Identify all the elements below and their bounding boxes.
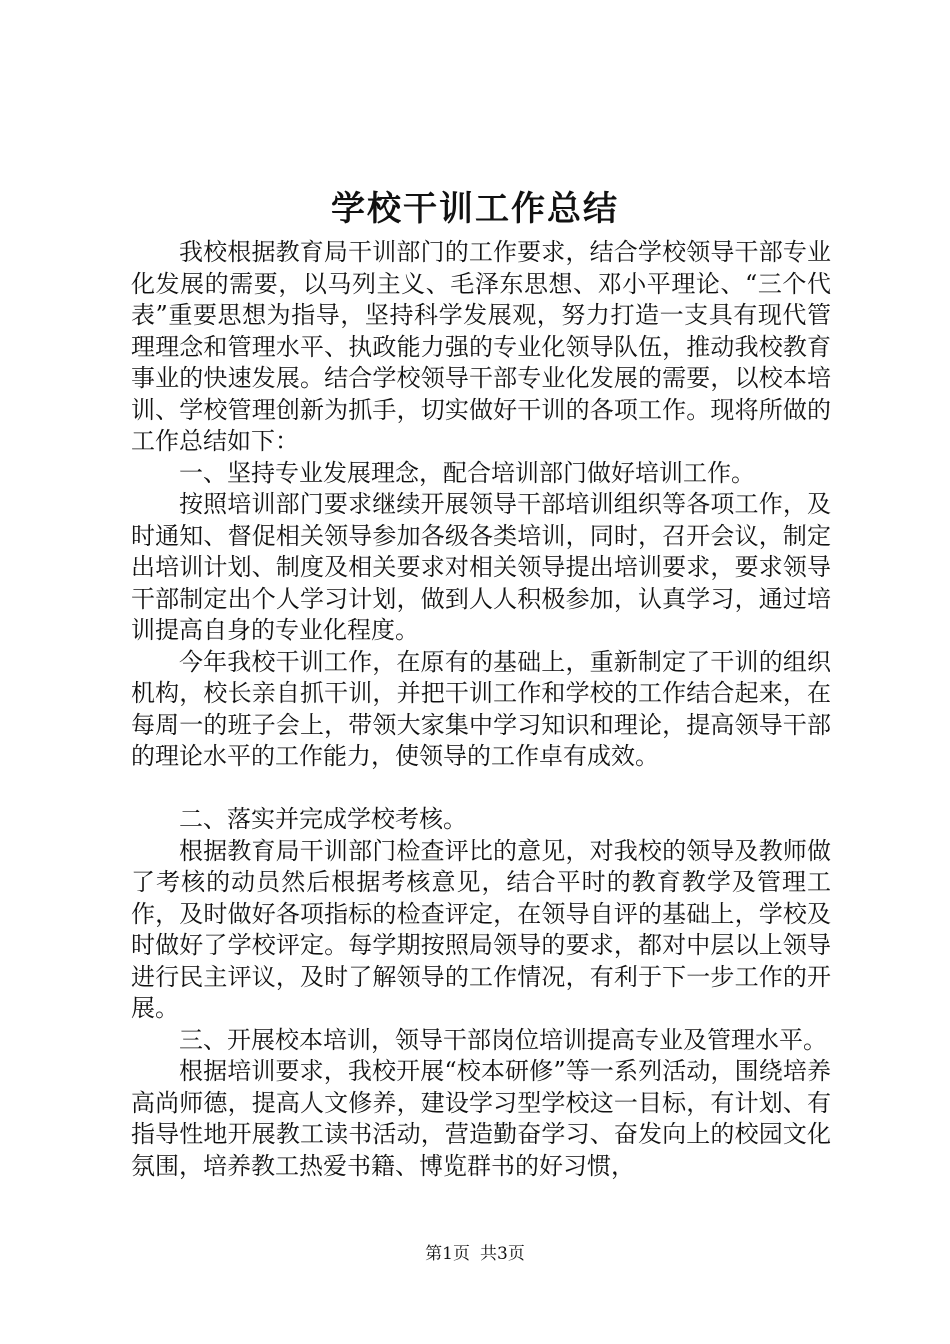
paragraph-intro: 我校根据教育局干训部门的工作要求，结合学校领导干部专业化发展的需要，以马列主义、毛泽东思想、邓小平理论、“三个代表”重要思想为指导，坚持科学发展观，努力打造一支具有现代管理理念和管理水平、执政能力强的专业化领导队伍，推动我校教育事业的快速发展。结合学校领导干部专业化发展的需要，以校本培训、学校管理创新为抓手，切实做好干训的各项工作。现将所做的工作总结如下：	[131, 238, 831, 455]
paragraph-training-organization: 按照培训部门要求继续开展领导干部培训组织等各项工作，及时通知、督促相关领导参加各级各类培训，同时，召开会议，制定出培训计划、制度及相关要求对相关领导提出培训要求，要求领导干部制定出个人学习计划，做到人人积极参加，认真学习，通过培训提高自身的专业化程度。	[131, 490, 831, 644]
paragraph-training-structure: 今年我校干训工作，在原有的基础上，重新制定了干训的组织机构，校长亲自抓干训，并把干训工作和学校的工作结合起来，在每周一的班子会上，带领大家集中学习知识和理论，提高领导干部的理论水平的工作能力，使领导的工作卓有成效。	[131, 647, 831, 770]
section-heading-2: 二、落实并完成学校考核。	[179, 805, 467, 833]
section-heading-1: 一、坚持专业发展理念，配合培训部门做好培训工作。	[179, 458, 755, 487]
paragraph-assessment: 根据教育局干训部门检查评比的意见，对我校的领导及教师做了考核的动员然后根据考核意见，结合平时的教育教学及管理工作，及时做好各项指标的检查评定，在领导自评的基础上，学校及时做好了学校评定。每学期按照局领导的要求，都对中层以上领导进行民主评议，及时了解领导的工作情况，有利于下一步工作的开展。	[131, 836, 831, 1022]
section-heading-3: 三、开展校本培训，领导干部岗位培训提高专业及管理水平。	[179, 1025, 827, 1054]
document-title: 学校干训工作总结	[331, 189, 619, 229]
paragraph-school-training: 根据培训要求，我校开展“校本研修”等一系列活动，围绕培养高尚师德，提高人文修养，建设学习型学校这一目标，有计划、有指导性地开展教工读书活动，营造勤奋学习、奋发向上的校园文化氛围，培养教工热爱书籍、博览群书的好习惯，	[131, 1057, 831, 1180]
page-footer	[0, 1242, 950, 1266]
page-number: 第1页	[425, 1244, 470, 1264]
document-body	[131, 237, 831, 1182]
page-total: 共3页	[480, 1244, 525, 1264]
